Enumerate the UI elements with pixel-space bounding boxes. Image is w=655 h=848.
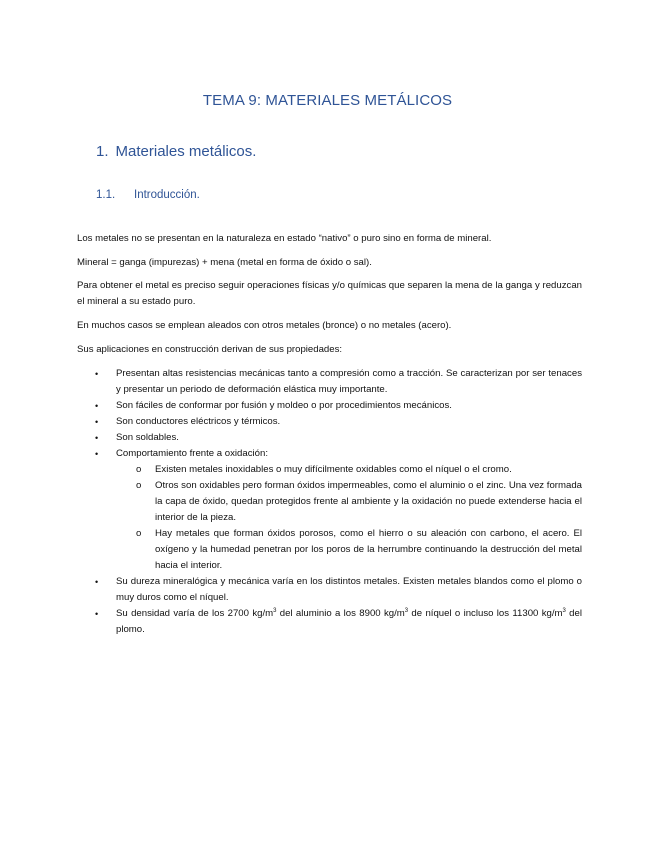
heading-2	[96, 189, 200, 201]
sub-list-item-text: Existen metales inoxidables o muy difícilmente oxidables como el níquel o el cromo.	[155, 464, 512, 475]
sub-bullet-icon: o	[136, 480, 142, 491]
bullet-icon: •	[95, 577, 99, 587]
density-text-part: Su densidad varía de los 2700 kg/m	[116, 608, 274, 619]
list-item	[77, 446, 582, 574]
bullet-icon: •	[95, 417, 99, 427]
list-item	[77, 414, 582, 430]
sub-list-item-text: Hay metales que forman óxidos porosos, como el hierro o su aleación con carbono, el acero. El oxígeno y la humedad penetran por los poros de la herrumbre continuando la destrucción del metal hacia el interior.	[155, 528, 582, 571]
density-text	[116, 608, 582, 635]
density-text-part: del aluminio a los 8900 kg/m	[276, 608, 405, 619]
bullet-icon: •	[95, 369, 99, 379]
bullet-icon: •	[95, 449, 99, 459]
bullet-icon: •	[95, 401, 99, 411]
paragraph: Los metales no se presentan en la naturaleza en estado “nativo” o puro sino en forma de mineral.	[77, 233, 492, 244]
list-item-text: Presentan altas resistencias mecánicas tanto a compresión como a tracción. Se caracterizan por ser tenaces y presentar un periodo de deformación elástica muy importante.	[116, 368, 582, 395]
list-item-text: Son fáciles de conformar por fusión y moldeo o por procedimientos mecánicos.	[116, 400, 452, 411]
superscript: 3	[404, 607, 409, 614]
superscript: 3	[562, 607, 566, 614]
list-item-text: Su dureza mineralógica y mecánica varía en los distintos metales. Existen metales blandos como el plomo o muy duros como el níquel.	[116, 576, 582, 603]
bullet-icon: •	[95, 433, 99, 443]
paragraph: En muchos casos se emplean aleados con otros metales (bronce) o no metales (acero).	[77, 320, 452, 331]
sub-list-item	[116, 478, 582, 526]
list-item-text: Son soldables.	[116, 432, 179, 443]
document-title: TEMA 9: MATERIALES METÁLICOS	[202, 92, 453, 109]
density-text-part: del plomo.	[116, 608, 582, 635]
properties-list	[77, 366, 582, 638]
list-item	[77, 366, 582, 398]
list-item	[77, 574, 582, 606]
list-item	[77, 398, 582, 414]
density-text-part: de níquel o incluso los 11300 kg/m	[408, 608, 563, 619]
paragraph: Sus aplicaciones en construcción derivan de sus propiedades:	[77, 344, 343, 355]
list-item	[77, 430, 582, 446]
oxidation-sublist	[116, 462, 582, 574]
list-item-text: Comportamiento frente a oxidación:	[116, 448, 268, 459]
list-item	[77, 606, 582, 638]
sub-list-item	[116, 462, 582, 478]
heading-1	[96, 143, 256, 160]
bullet-icon: •	[95, 609, 99, 619]
sub-bullet-icon: o	[136, 464, 142, 475]
heading-2-text: Introducción.	[134, 189, 200, 201]
sub-list-item-text: Otros son oxidables pero forman óxidos impermeables, como el aluminio o el zinc. Una vez formada la capa de óxido, quedan protegidos frente al ambiente y la oxidación no puede extenderse hacia el interior de la pieza.	[155, 480, 582, 523]
superscript: 3	[273, 607, 277, 614]
sub-bullet-icon: o	[136, 528, 142, 539]
list-item-text: Son conductores eléctricos y térmicos.	[116, 416, 281, 427]
heading-2-number: 1.1.	[96, 189, 116, 201]
sub-list-item	[116, 526, 582, 574]
paragraph: Mineral = ganga (impurezas) + mena (metal en forma de óxido o sal).	[77, 257, 372, 268]
paragraph: Para obtener el metal es preciso seguir operaciones físicas y/o químicas que separen la mena de la ganga y reduzcan el mineral a su estado puro.	[77, 280, 582, 307]
heading-1-text: Materiales metálicos.	[115, 143, 257, 160]
heading-1-number: 1.	[96, 143, 109, 160]
